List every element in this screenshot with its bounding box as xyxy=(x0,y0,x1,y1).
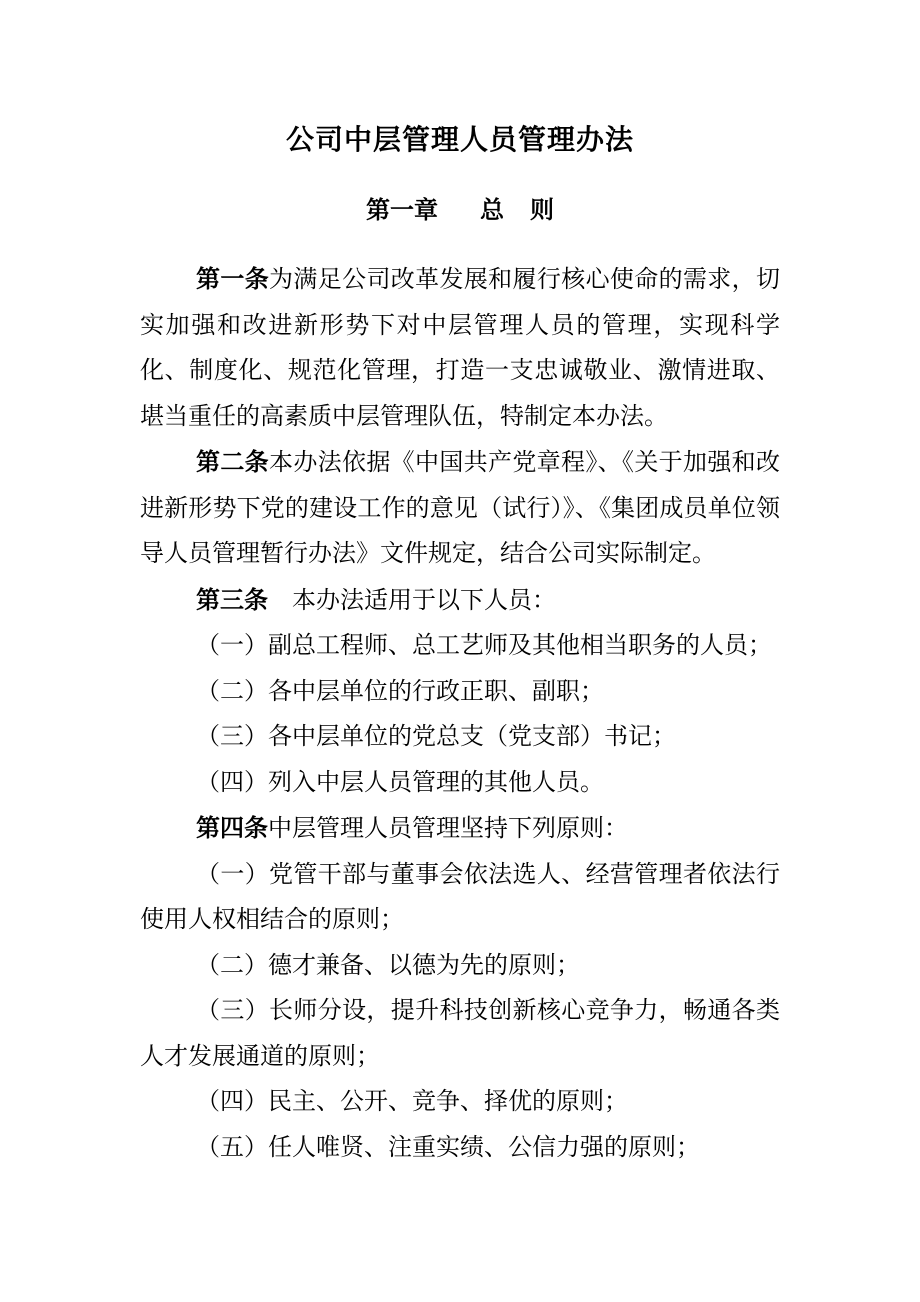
article-4-item: （一）党管干部与董事会依法选人、经营管理者依法行使用人权相结合的原则； xyxy=(140,859,780,933)
article-text: 本办法依据《中国共产党章程》、《关于加强和改进新形势下党的建设工作的意见（试行）》、《集团成员单位领导人员管理暂行办法》文件规定，结合公司实际制定。 xyxy=(140,448,780,567)
article-number: 第四条 xyxy=(196,813,268,842)
article-4-item: （五）任人唯贤、注重实绩、公信力强的原则； xyxy=(196,1132,700,1161)
article-4-item: （四）民主、公开、竞争、择优的原则； xyxy=(196,1087,628,1115)
document-title: 公司中层管理人员管理办法 xyxy=(285,123,634,156)
document-body xyxy=(140,256,780,1170)
article-4 xyxy=(140,805,780,852)
article-3 xyxy=(140,577,780,624)
article-4-item: （三）长师分设，提升科技创新核心竞争力，畅通各类人才发展通道的原则； xyxy=(140,996,780,1070)
article-3-item: （一）副总工程师、总工艺师及其他相当职务的人员； xyxy=(196,631,772,659)
article-2 xyxy=(140,439,780,577)
chapter-label: 第一章 xyxy=(366,195,438,224)
chapter-name-first: 总 xyxy=(480,195,504,224)
article-1 xyxy=(140,256,780,439)
article-text: 为满足公司改革发展和履行核心使命的需求，切实加强和改进新形势下对中层管理人员的管理，实现科学化、制度化、规范化管理，打造一支忠诚敬业、激情进取、堪当重任的高素质中层管理队伍，特制定本办法。 xyxy=(140,265,781,430)
article-number: 第三条 xyxy=(196,584,268,614)
chapter-name-second: 则 xyxy=(530,195,554,224)
article-text: 中层管理人员管理坚持下列原则： xyxy=(268,814,628,842)
article-3-item: （二）各中层单位的行政正职、副职； xyxy=(196,676,604,705)
article-3-item: （四）列入中层人员管理的其他人员。 xyxy=(196,767,604,796)
article-4-item: （二）德才兼备、以德为先的原则； xyxy=(196,950,580,979)
article-text: 本办法适用于以下人员： xyxy=(292,585,556,614)
article-number: 第二条 xyxy=(196,447,269,476)
article-3-item: （三）各中层单位的党总支（党支部）书记； xyxy=(196,722,676,750)
article-number: 第一条 xyxy=(196,264,270,293)
chapter-heading xyxy=(0,190,920,230)
